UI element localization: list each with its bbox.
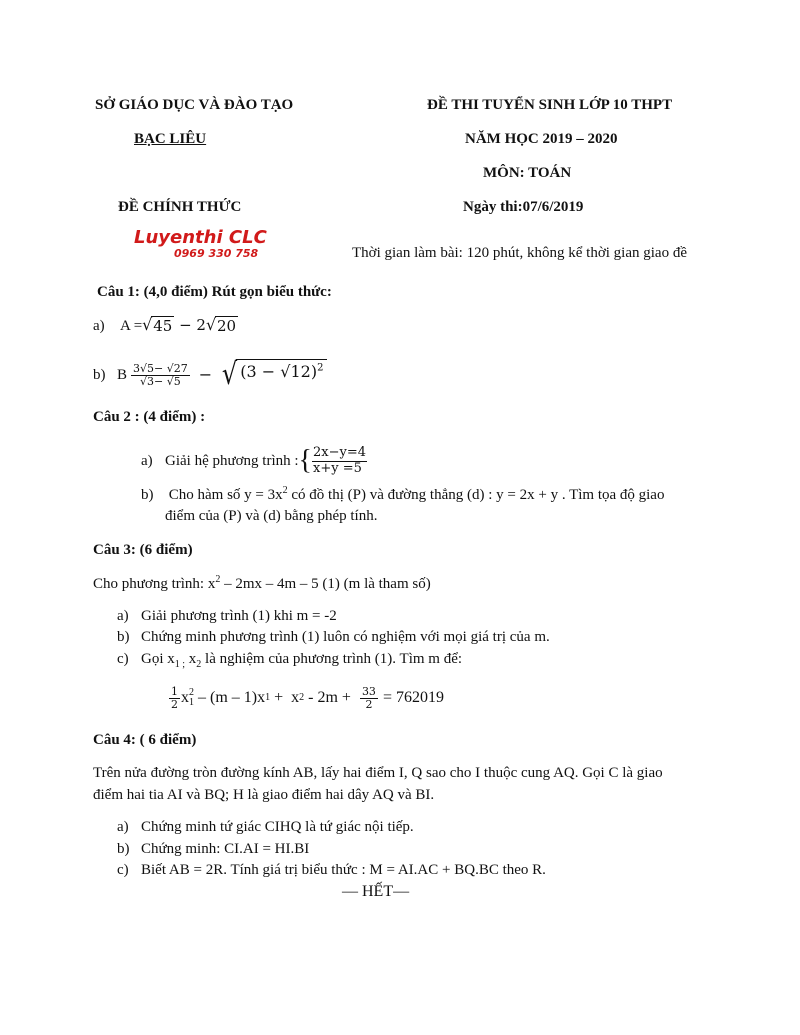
question-4c-label: c) xyxy=(117,862,129,878)
fraction-numerator: 3√5− √27 xyxy=(133,361,188,375)
question-3a-text: Giải phương trình (1) khi m = -2 xyxy=(141,608,337,624)
subscript: 2 xyxy=(196,659,202,670)
brace-symbol: { xyxy=(298,445,312,476)
question-3-intro-pre: Cho phương trình: x xyxy=(93,576,216,592)
subscript: 1 ; xyxy=(174,659,186,670)
equation-2: x+y =5 xyxy=(313,460,362,476)
superscript: 2 xyxy=(189,687,194,698)
eq-rhs: = 762019 xyxy=(378,689,444,707)
exam-date: Ngày thi:07/6/2019 xyxy=(463,199,584,215)
department-name: SỞ GIÁO DỤC VÀ ĐÀO TẠO xyxy=(95,97,294,113)
question-1b-lhs: B xyxy=(117,367,128,383)
eq-x1: x xyxy=(181,689,189,707)
radicand: (3 − √12) xyxy=(240,362,318,381)
question-3c-post: là nghiệm của phương trình (1). Tìm m để: xyxy=(201,651,463,667)
question-2a xyxy=(141,440,367,482)
subscript: 1 xyxy=(265,692,271,703)
question-2-title: Câu 2 : (4 điểm) : xyxy=(93,409,206,425)
question-3b-label: b) xyxy=(117,629,130,645)
question-4-intro-line2: điểm hai tia AI và BQ; H là giao điểm hai dây AQ và BI. xyxy=(93,787,435,803)
question-4a xyxy=(117,818,414,836)
radicand: 20 xyxy=(217,317,237,335)
question-4-intro-line1: Trên nửa đường tròn đường kính AB, lấy hai điểm I, Q sao cho I thuộc cung AQ. Gọi C là giao xyxy=(93,765,663,781)
question-2b-line2: điểm của (P) và (d) bằng phép tính. xyxy=(165,508,378,524)
question-3-intro xyxy=(93,574,431,593)
question-2b-line1-pre: Cho hàm số y = 3x xyxy=(168,487,283,503)
question-2b-label: b) xyxy=(141,487,154,503)
logo-phone: 0969 330 758 xyxy=(174,247,259,260)
question-3-intro-post: – 2mx – 4m – 5 (1) (m là tham số) xyxy=(220,576,431,592)
question-1a xyxy=(93,316,238,335)
question-1a-lhs: A = xyxy=(119,318,143,334)
question-3-title: Câu 3: (6 điểm) xyxy=(93,542,193,558)
question-4-title: Câu 4: ( 6 điểm) xyxy=(93,732,197,748)
logo-title: Luyenthi CLC xyxy=(134,227,267,248)
question-3b xyxy=(117,628,550,646)
radicand: 45 xyxy=(153,317,173,335)
watermark-logo xyxy=(134,228,279,260)
subscript: 1 xyxy=(189,697,194,708)
official-label: ĐỀ CHÍNH THỨC xyxy=(118,199,242,215)
fraction-denominator: √3− √5 xyxy=(140,374,181,388)
question-3b-text: Chứng minh phương trình (1) luôn có nghiệm với mọi giá trị của m. xyxy=(141,629,550,645)
question-3c-equation xyxy=(168,680,444,716)
exponent: 2 xyxy=(215,574,221,585)
question-3c-mid: x xyxy=(185,651,197,667)
question-4c-text: Biết AB = 2R. Tính giá trị biểu thức : M = AI.AC + BQ.BC theo R. xyxy=(141,862,546,878)
exponent: 2 xyxy=(317,362,324,374)
question-1a-label: a) xyxy=(93,318,105,334)
fraction-denominator: 2 xyxy=(365,697,373,711)
equation-1: 2x−y=4 xyxy=(313,445,367,461)
fraction xyxy=(169,686,180,710)
fraction-numerator: 33 xyxy=(361,684,376,698)
fraction-denominator: 2 xyxy=(171,697,178,711)
question-4b-label: b) xyxy=(117,841,130,857)
fraction xyxy=(360,686,378,710)
time-note: Thời gian làm bài: 120 phút, không kể thời gian giao đề xyxy=(352,245,687,261)
question-4c xyxy=(117,861,546,879)
subscript: 2 xyxy=(299,692,305,703)
question-3c xyxy=(117,650,462,671)
sqrt-expression: √ 45 xyxy=(142,315,173,335)
question-4a-text: Chứng minh tứ giác CIHQ là tứ giác nội tiếp. xyxy=(141,819,414,835)
question-2a-text: Giải hệ phương trình : xyxy=(165,453,299,469)
question-2b-line1-post: có đồ thị (P) và đường thẳng (d) : y = 2x + y . Tìm tọa độ giao xyxy=(287,487,665,503)
question-2a-label: a) xyxy=(141,453,153,469)
question-3c-label: c) xyxy=(117,651,129,667)
end-marker: — HẾT— xyxy=(342,883,410,900)
eq-part3: + x xyxy=(270,689,300,707)
question-3c-pre: Gọi x xyxy=(141,651,175,667)
fraction-numerator: 1 xyxy=(171,684,178,698)
question-1b xyxy=(93,352,327,398)
equation-system xyxy=(312,446,367,476)
question-1b-label: b) xyxy=(93,367,106,383)
school-year: NĂM HỌC 2019 – 2020 xyxy=(465,131,618,147)
question-1-title: Câu 1: (4,0 điểm) Rút gọn biểu thức: xyxy=(97,284,332,300)
question-2b xyxy=(141,485,664,504)
exponent: 2 xyxy=(282,485,288,496)
fraction xyxy=(131,363,190,387)
sqrt-expression: √ 20 xyxy=(205,315,237,335)
question-3a xyxy=(117,607,337,625)
subject-name: MÔN: TOÁN xyxy=(483,165,572,181)
question-4b-text: Chứng minh: CI.AI = HI.BI xyxy=(141,841,310,857)
eq-part4: - 2m + xyxy=(304,689,359,707)
question-1a-minus: − 2 xyxy=(174,316,206,334)
sqrt-expression: √ $(3 - √12)^2$ xyxy=(220,359,327,391)
question-4a-label: a) xyxy=(117,819,129,835)
question-3a-label: a) xyxy=(117,608,129,624)
eq-part2: – (m – 1)x xyxy=(194,689,266,707)
province-name: BẠC LIÊU xyxy=(134,131,207,147)
question-1b-minus: − xyxy=(198,365,213,385)
question-4b xyxy=(117,840,309,858)
exam-title: ĐỀ THI TUYỂN SINH LỚP 10 THPT xyxy=(427,97,673,113)
